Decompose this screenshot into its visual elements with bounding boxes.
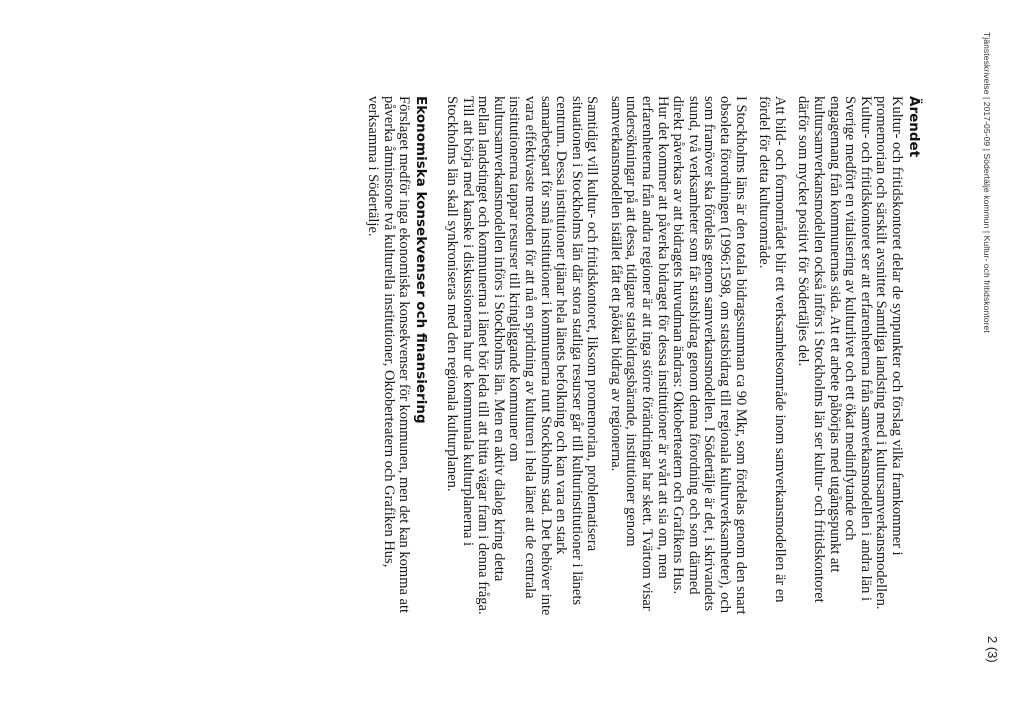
page-number: 2 (3) [985,636,1000,663]
section-ekonomiska-konsekvenser [365,96,430,616]
section-spacer [429,96,435,616]
document-body [357,96,922,616]
section-arendet [443,96,922,616]
paragraph: Förslaget medför inga ekonomiska konsekvenser för kommunen, men det kan komma att påverka åtminstone två kulturella institutioner, Oktoberteatern och Grafiken Hus, verksamma i Södertälje. [365,96,413,614]
paragraph: Kultur- och fritidskontoret delar de synpunkter och förslag vilka framkommer i promemorian och särskilt avsnittet Samtliga landsting med i kultursamverkansmodellen. Kultur- och fritidskontoret ser att erfarenheterna från samverkansmodellen i andra län i Sverige medfört en vitalisering av kulturlivet och ett ökat medinflytande och engagemang från kommunernas sida. Att ett arbete påbörjas med utgångspunkt att kultursamverkansmodellen också införs i Stockholms län ser kultur- och fritidskontoret därför som mycket positivt för Södertäljes del. [795,96,905,610]
paragraph: Att bild- och formområdet blir ett verksamhetsområde inom samverkansmodellen är en fördel för detta kulturområde. [756,96,788,603]
paragraph: I Stockholms läns är den totala bidragssumman ca 90 Mkr, som fördelas genom den snart obsoleta förordningen (1996:1598, om statsbidrag till regionala kulturverksamheter), och som framöver ska fördelas genom samverkansmodellen. I Södertälje är det, i skrivandets stund, två verksamheter som får statsbidrag genom denna förordning och som därmed direkt påverkas av att bidragets huvudman ändras: Oktoberteatern och Grafikens Hus. Hur det kommer att påverka bidraget för dessa institutioner är svårt att sia om, men erfarenheterna från andra regioner är att inga större förändringar har skett. Tvärtom visar undersökningar på att dessa, tidigare statsbidragsbärande, institutioner genom samverkansmodellen istället fått ett påökat bidrag av regionerna. [607,96,749,615]
section-heading: Ärendet [906,96,922,158]
section-heading: Ekonomiska konsekvenser och finansiering [413,96,430,424]
paragraph: Samtidigt vill kultur- och fritidskontoret, liksom promemorian, problematisera situationen i Stockholms län där stora statliga resurser går till kulturinstitutioner i länets centrum. Dessa institutioner tjänar hela länets befolkning och kan vara en stark samarbetspart för små institutioner i kommunerna runt Stockholms stad. Det behöver inte vara effektivaste metoden för att nå en spridning av kulturen i hela länet att de centrala institutionerna tappar resurser till kringliggande kommuner om kultursamverkansmodellen införs i Stockholms län. Men en aktiv dialog kring detta mellan landstinget och kommunerna i länet bör leda till att hitta vägar fram i denna fråga. Till att börja med kanske i diskussionerna hur de kommunala kulturplanerna i Stockholms län skall synkroniseras med den regionala kulturplanen. [443,96,601,616]
running-header: Tjänsteskrivelse | 2017-05-09 | Södertälje kommun | Kultur- och fritidskontoret [982,32,992,333]
